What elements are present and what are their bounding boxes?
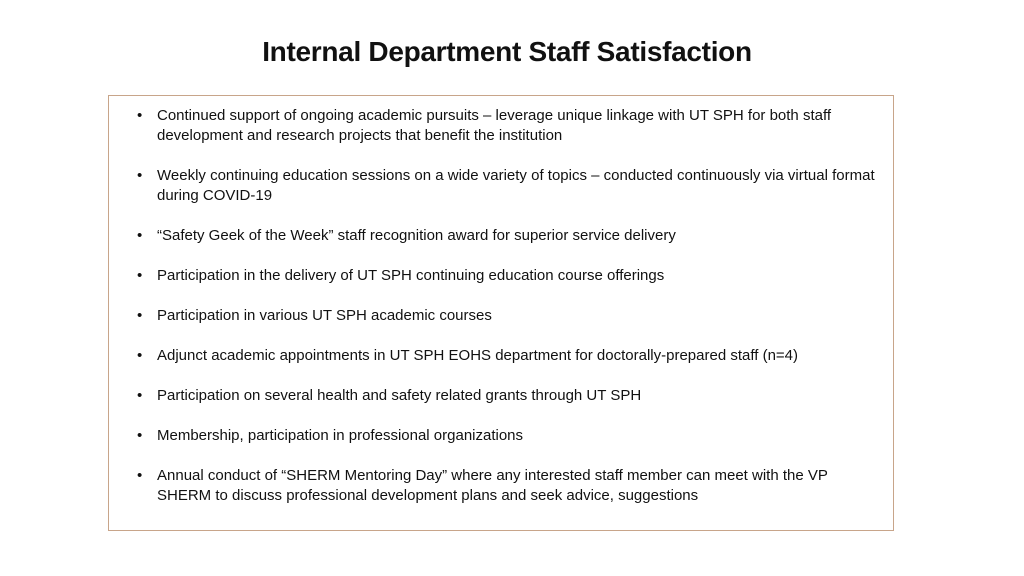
content-box — [108, 95, 894, 531]
bullet-text: Participation in the delivery of UT SPH continuing education course offerings — [157, 267, 665, 284]
bullet-dot-icon: • — [137, 107, 143, 124]
bullet-dot-icon: • — [137, 307, 143, 324]
bullet-dot-icon: • — [137, 467, 143, 484]
bullet-item — [137, 466, 877, 506]
bullet-item — [137, 386, 877, 406]
bullet-item — [137, 306, 877, 326]
bullet-item — [137, 346, 877, 366]
bullet-item — [137, 166, 877, 206]
bullet-item — [137, 226, 877, 246]
bullet-list — [137, 106, 877, 526]
bullet-item — [137, 106, 877, 146]
slide-title: Internal Department Staff Satisfaction — [262, 36, 752, 67]
bullet-text: “Safety Geek of the Week” staff recognition award for superior service delivery — [157, 227, 676, 244]
bullet-text: Participation in various UT SPH academic courses — [157, 307, 492, 324]
bullet-item — [137, 426, 877, 446]
bullet-text: Adjunct academic appointments in UT SPH EOHS department for doctorally-prepared staff (n=4) — [157, 347, 799, 364]
bullet-text: Membership, participation in professional organizations — [157, 427, 524, 444]
bullet-dot-icon: • — [137, 427, 143, 444]
bullet-text: Annual conduct of “SHERM Mentoring Day” where any interested staff member can meet with the VP SHERM to discuss professional development plans and seek advice, suggestions — [157, 467, 828, 504]
bullet-item — [137, 266, 877, 286]
bullet-dot-icon: • — [137, 267, 143, 284]
bullet-text: Continued support of ongoing academic pursuits – leverage unique linkage with UT SPH for both staff development and research projects that benefit the institution — [157, 107, 832, 144]
bullet-text: Participation on several health and safety related grants through UT SPH — [157, 387, 642, 404]
bullet-dot-icon: • — [137, 347, 143, 364]
bullet-dot-icon: • — [137, 227, 143, 244]
bullet-dot-icon: • — [137, 387, 143, 404]
bullet-text: Weekly continuing education sessions on a wide variety of topics – conducted continuously via virtual format during COVID-19 — [157, 167, 875, 204]
bullet-dot-icon: • — [137, 167, 143, 184]
